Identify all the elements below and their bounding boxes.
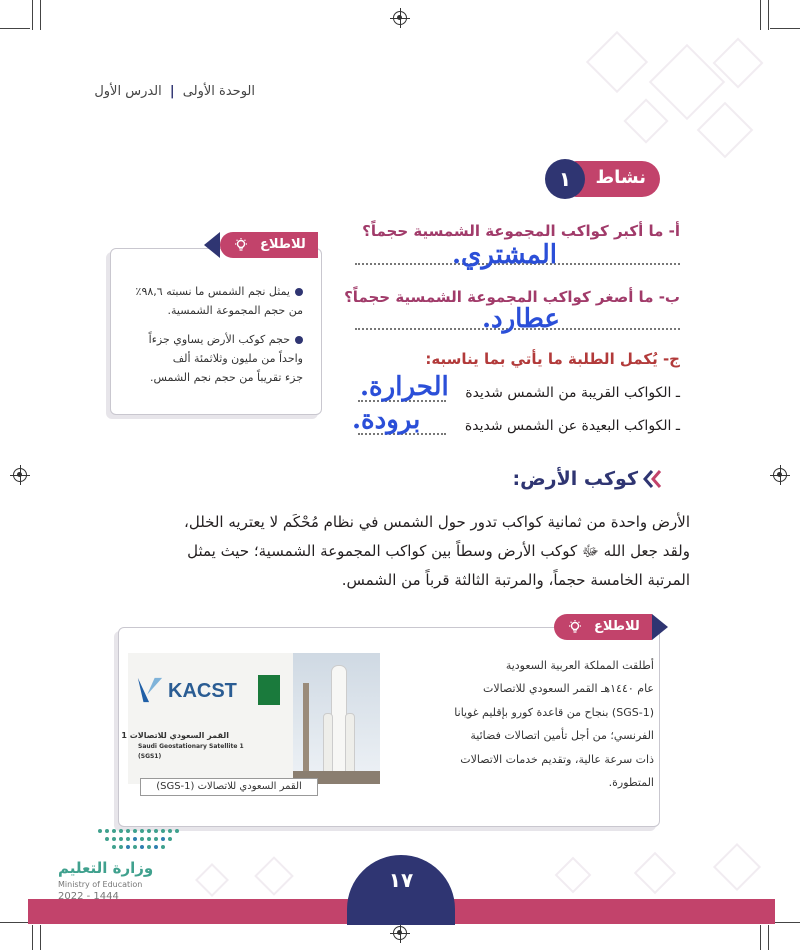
ministry-name-arabic: وزارة التعليم (58, 859, 154, 877)
edition-year: 2022 - 1444 (58, 891, 119, 902)
satellite-photo (121, 653, 380, 784)
sentence-near-planets: ـ الكواكب القريبة من الشمس شديدة (465, 385, 680, 401)
page-number: ١٧ (388, 868, 414, 892)
rocket-booster (345, 713, 355, 779)
info-box-satellite-badge (554, 614, 652, 640)
decorative-square (195, 863, 229, 897)
info-box-sun-label: للاطلاع (260, 237, 306, 252)
crop-mark (760, 0, 761, 30)
satellite-text-line-3: (SGS-1) بنجاح من قاعدة كورو بإقليم غويانا (454, 706, 654, 719)
decorative-square (586, 31, 648, 93)
lesson-title: الدرس الأول (94, 84, 162, 99)
bullet-dot-icon (295, 288, 303, 296)
earth-paragraph-line-3: المرتبة الخامسة حجماً، والمرتبة الثالثة قرباً من الشمس. (341, 571, 690, 589)
kacst-sign-panel (121, 653, 293, 784)
activity-badge (545, 159, 660, 199)
activity-number: ١ (545, 159, 585, 199)
earth-paragraph-line-1: الأرض واحدة من ثمانية كواكب تدور حول الشمس في نظام مُحْكَم لا يعتريه الخلل، (184, 513, 690, 531)
registration-mark-icon (773, 468, 787, 482)
earth-paragraph-line-2: ولقد جعل الله ﷻ كوكب الأرض وسطاً بين كواكب المجموعة الشمسية؛ حيث يمثل (187, 542, 690, 560)
badge-arrow-icon (204, 232, 220, 258)
sign-arabic: القمر السعودي للاتصالات 1 (121, 731, 229, 740)
sign-english-1: Saudi Geostationary Satellite 1 (138, 743, 244, 750)
decorative-square (555, 857, 592, 894)
registration-mark-icon (393, 11, 407, 25)
rocket-booster (323, 713, 333, 779)
kacst-logo-icon (136, 675, 164, 705)
crop-mark (770, 28, 800, 29)
photo-caption: القمر السعودي للاتصالات (SGS-1) (140, 778, 318, 796)
crop-mark (40, 0, 41, 30)
lightbulb-icon (568, 620, 582, 634)
crop-mark (0, 28, 30, 29)
sentence-far-planets: ـ الكواكب البعيدة عن الشمس شديدة (464, 418, 680, 434)
ministry-name-english: Ministry of Education (58, 880, 143, 889)
decorative-square (623, 98, 668, 143)
rocket-panel (293, 653, 380, 784)
decorative-square (697, 102, 754, 159)
crop-mark (768, 925, 769, 950)
question-c: ج- يُكمل الطلبة ما يأتي بما يناسبه: (425, 350, 680, 368)
crop-mark (32, 925, 33, 950)
decorative-square (713, 843, 761, 891)
info-sun-bullet-2-line-3: جزء تقريباً من حجم نجم الشمس. (149, 371, 303, 384)
decorative-square (254, 856, 294, 896)
crop-mark (0, 922, 30, 923)
info-sun-bullet-2-line-2: واحداً من مليون وثلاثمئة ألف (172, 352, 303, 365)
sign-english-2: (SGS1) (138, 753, 162, 760)
handwritten-answer-s2: برودة. (352, 405, 421, 435)
satellite-text-line-2: عام ١٤٤٠هـ القمر السعودي للاتصالات (482, 682, 654, 695)
info-sun-bullet-1-line-1: يمثل نجم الشمس ما نسبته ٩٨,٦٪ (135, 285, 290, 298)
info-sun-bullet-2-line-1: حجم كوكب الأرض يساوي جزءاً (148, 333, 290, 346)
decorative-square (634, 852, 676, 894)
earth-section-title: كوكب الأرض: (512, 468, 638, 490)
kacst-logo-text: KACST (168, 680, 237, 702)
crop-mark (40, 925, 41, 950)
registration-mark-icon (13, 468, 27, 482)
crop-mark (768, 0, 769, 30)
registration-mark-icon (393, 926, 407, 940)
badge-arrow-icon (652, 614, 668, 640)
handwritten-answer-s1: الحرارة. (360, 372, 449, 402)
header-separator: | (169, 84, 175, 99)
satellite-text-line-6: المتطورة. (608, 776, 654, 789)
info-sun-bullet-2 (149, 330, 303, 387)
activity-label: نشاط (595, 167, 646, 188)
handwritten-answer-b: عطارد. (482, 304, 560, 334)
satellite-text-line-1: أطلقت المملكة العربية السعودية (505, 659, 654, 672)
question-b: ب- ما أصغر كواكب المجموعة الشمسية حجماً؟ (344, 288, 680, 306)
info-sun-bullet-1 (136, 282, 303, 320)
info-box-satellite-label: للاطلاع (594, 619, 640, 634)
decorative-square (649, 44, 725, 120)
launch-tower (303, 683, 309, 778)
info-sun-bullet-1-line-2: من حجم المجموعة الشمسية. (167, 304, 303, 317)
satellite-text-line-4: الفرنسي؛ من أجل تأمين اتصالات فضائية (470, 729, 654, 742)
unit-title: الوحدة الأولى (182, 84, 255, 99)
crop-mark (760, 925, 761, 950)
double-chevron-icon (642, 468, 664, 490)
satellite-text-line-5: ذات سرعة عالية، وتقديم خدمات الاتصالات (460, 753, 654, 766)
lightbulb-icon (234, 238, 248, 252)
saudi-emblem (258, 675, 280, 705)
ministry-logo-icon (95, 826, 185, 856)
crop-mark (32, 0, 33, 30)
question-a: أ- ما أكبر كواكب المجموعة الشمسية حجماً؟ (362, 222, 680, 240)
info-box-sun-badge (220, 232, 318, 258)
unit-lesson-header (94, 84, 255, 99)
handwritten-answer-a: المشتري. (452, 240, 557, 270)
bullet-dot-icon (295, 336, 303, 344)
